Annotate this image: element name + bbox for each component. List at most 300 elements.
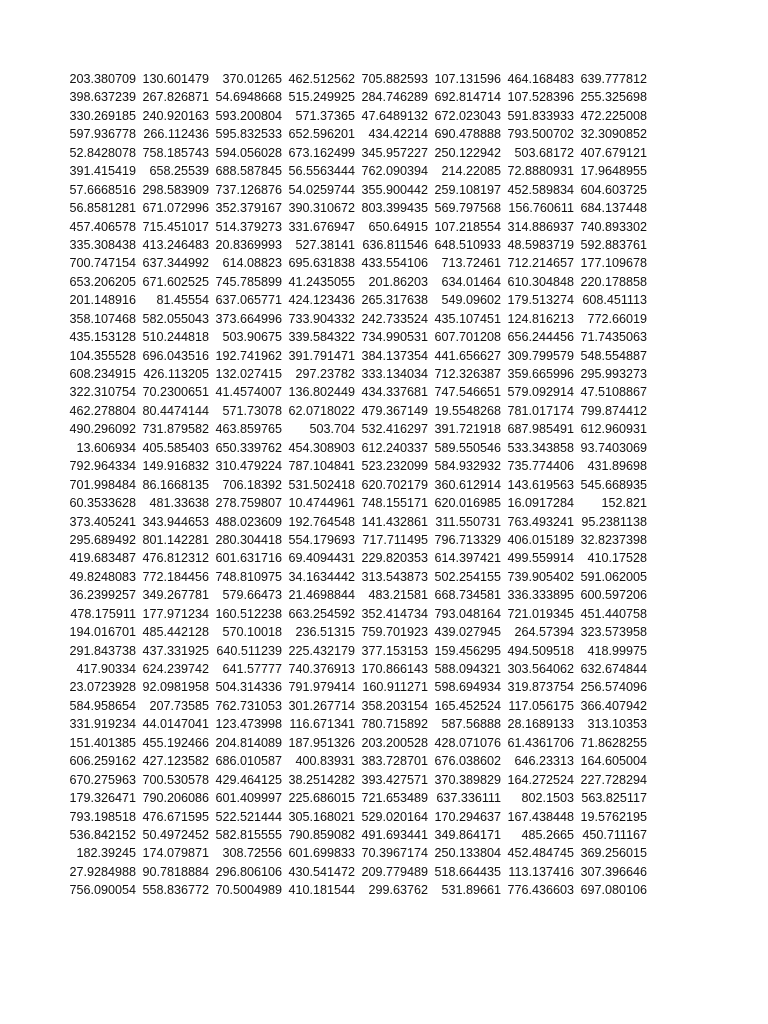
table-cell: 479.367149 [361, 403, 428, 418]
table-cell: 373.664996 [215, 311, 282, 326]
table-cell: 700.530578 [142, 772, 209, 787]
table-cell: 462.512562 [288, 72, 355, 86]
table-cell: 637.336111 [436, 791, 501, 806]
table-cell: 640.511239 [216, 643, 282, 658]
table-cell: 417.90334 [76, 662, 136, 676]
table-cell: 796.713329 [434, 532, 501, 547]
table-cell: 713.72461 [441, 256, 501, 271]
table-cell: 264.57394 [514, 625, 574, 640]
grid-body [63, 70, 647, 900]
table-cell: 579.66473 [222, 588, 282, 603]
table-cell: 336.333895 [507, 588, 574, 603]
table-cell: 192.764548 [288, 514, 355, 529]
table-cell: 672.023043 [434, 108, 501, 123]
table-cell: 706.18392 [222, 477, 282, 492]
table-cell: 463.859765 [215, 422, 282, 437]
table-cell: 696.043516 [142, 348, 209, 363]
table-cell: 781.017174 [507, 403, 574, 418]
table-cell: 584.932932 [434, 459, 501, 474]
table-cell: 593.200804 [215, 108, 282, 123]
table-cell: 227.728294 [580, 772, 647, 787]
table-cell: 358.107468 [69, 311, 136, 326]
table-row [63, 310, 647, 328]
table-cell: 159.456295 [434, 643, 501, 658]
table-cell: 601.409997 [215, 791, 282, 806]
table-cell: 592.883761 [580, 237, 647, 252]
table-cell: 594.056028 [215, 145, 282, 160]
table-cell: 240.920163 [142, 108, 209, 123]
table-cell: 359.665996 [507, 367, 574, 381]
table-cell: 47.6489132 [361, 108, 428, 123]
table-cell: 41.4574007 [215, 385, 282, 400]
table-cell: 515.249925 [288, 90, 355, 105]
table-cell: 614.08823 [222, 256, 282, 271]
table-cell: 793.500702 [507, 127, 574, 142]
table-cell: 790.206086 [142, 791, 209, 806]
table-cell: 308.72556 [222, 846, 282, 861]
table-cell: 400.83931 [295, 754, 355, 769]
table-cell: 705.882593 [361, 72, 428, 86]
table-cell: 60.3533628 [69, 496, 136, 511]
table-cell: 656.244456 [507, 330, 574, 345]
table-row [63, 660, 647, 678]
table-cell: 637.065771 [215, 293, 282, 308]
table-cell: 772.66019 [587, 311, 647, 326]
table-cell: 790.859082 [288, 827, 355, 842]
table-cell: 310.479224 [215, 459, 282, 474]
table-cell: 360.612914 [434, 477, 501, 492]
table-cell: 160.512238 [215, 606, 282, 621]
table-cell: 201.86203 [368, 274, 428, 289]
table-row [63, 273, 647, 291]
table-cell: 485.2665 [521, 827, 574, 842]
table-cell: 434.42214 [368, 127, 428, 142]
table-cell: 792.964334 [69, 459, 136, 474]
table-cell: 330.269185 [69, 108, 136, 123]
table-cell: 86.1668135 [142, 477, 209, 492]
table-cell: 608.234915 [69, 367, 136, 381]
table-cell: 787.104841 [288, 459, 355, 474]
table-row [63, 439, 647, 457]
table-cell: 391.791471 [288, 348, 355, 363]
table-cell: 527.38141 [295, 237, 355, 252]
table-row [63, 402, 647, 420]
table-cell: 637.344992 [142, 256, 209, 271]
table-cell: 331.676947 [288, 219, 355, 234]
table-cell: 488.023609 [215, 514, 282, 529]
table-cell: 499.559914 [507, 551, 574, 566]
table-cell: 391.415419 [69, 164, 136, 179]
table-cell: 95.2381138 [581, 514, 647, 529]
table-cell: 427.123582 [142, 754, 209, 769]
table-cell: 203.200528 [361, 735, 428, 750]
table-cell: 799.874412 [580, 403, 647, 418]
table-cell: 554.179693 [288, 532, 355, 547]
table-cell: 688.587845 [215, 164, 282, 179]
table-cell: 152.821 [601, 496, 647, 511]
table-cell: 156.760611 [508, 201, 574, 216]
table-cell: 225.686015 [288, 791, 355, 806]
table-cell: 563.825117 [581, 791, 647, 806]
table-cell: 803.399435 [361, 201, 428, 216]
table-cell: 701.998484 [69, 477, 136, 492]
table-cell: 502.254155 [434, 569, 501, 584]
table-cell: 10.4744961 [288, 496, 355, 511]
table-cell: 383.728701 [361, 754, 428, 769]
table-cell: 291.843738 [69, 643, 136, 658]
table-cell: 545.668935 [580, 477, 647, 492]
table-cell: 529.020164 [361, 809, 428, 824]
table-row [63, 420, 647, 438]
table-cell: 597.936778 [69, 127, 136, 142]
table-cell: 113.137416 [508, 864, 574, 879]
table-cell: 636.811546 [362, 237, 428, 252]
table-cell: 349.267781 [142, 588, 209, 603]
table-cell: 549.09602 [441, 293, 501, 308]
table-cell: 136.802449 [288, 385, 355, 400]
table-cell: 639.777812 [580, 72, 647, 86]
table-cell: 620.016985 [434, 496, 501, 511]
table-cell: 20.8369993 [215, 237, 282, 252]
table-cell: 19.5762195 [580, 809, 647, 824]
table-cell: 601.631716 [215, 551, 282, 566]
table-cell: 201.148916 [69, 293, 136, 308]
table-cell: 491.693441 [361, 827, 428, 842]
table-cell: 250.122942 [434, 145, 501, 160]
table-cell: 476.812312 [142, 551, 209, 566]
table-row [63, 236, 647, 254]
table-cell: 47.5108867 [580, 385, 647, 400]
table-cell: 250.133804 [434, 846, 501, 861]
table-cell: 297.23782 [295, 367, 355, 381]
table-cell: 641.57777 [222, 662, 282, 676]
table-cell: 62.0718022 [288, 403, 355, 418]
table-cell: 149.916832 [142, 459, 209, 474]
table-cell: 203.380709 [69, 72, 136, 86]
table-row [63, 697, 647, 715]
table-row [63, 254, 647, 272]
table-cell: 28.1689133 [507, 717, 574, 732]
table-cell: 167.438448 [507, 809, 574, 824]
table-cell: 607.701208 [434, 330, 501, 345]
table-cell: 209.779489 [361, 864, 428, 879]
table-cell: 177.971234 [142, 606, 209, 621]
table-cell: 612.240337 [361, 440, 428, 455]
table-cell: 692.814714 [434, 90, 501, 105]
table-cell: 369.256015 [580, 846, 647, 861]
table-cell: 740.376913 [288, 662, 355, 676]
table-cell: 407.679121 [580, 145, 647, 160]
table-row [63, 457, 647, 475]
table-cell: 393.427571 [361, 772, 428, 787]
table-cell: 439.027945 [434, 625, 501, 640]
table-cell: 391.721918 [434, 422, 501, 437]
table-cell: 390.310672 [288, 201, 355, 216]
table-row [63, 494, 647, 512]
table-cell: 50.4972452 [142, 827, 209, 842]
table-cell: 653.206205 [69, 274, 136, 289]
table-cell: 164.605004 [580, 754, 647, 769]
table-cell: 192.741962 [215, 348, 282, 363]
table-row [63, 328, 647, 346]
table-cell: 748.155171 [361, 496, 428, 511]
table-cell: 160.911271 [362, 680, 428, 695]
table-cell: 591.833933 [507, 108, 574, 123]
table-cell: 398.637239 [69, 90, 136, 105]
table-cell: 673.162499 [288, 145, 355, 160]
table-cell: 780.715892 [361, 717, 428, 732]
table-cell: 151.401385 [69, 735, 136, 750]
table-cell: 309.799579 [507, 348, 574, 363]
table-cell: 278.759807 [215, 496, 282, 511]
table-cell: 737.126876 [215, 182, 282, 197]
table-cell: 523.232099 [361, 459, 428, 474]
table-row [63, 734, 647, 752]
table-cell: 56.5563444 [288, 164, 355, 179]
table-cell: 410.17528 [587, 551, 647, 566]
table-cell: 601.699833 [288, 846, 355, 861]
table-cell: 700.747154 [69, 256, 136, 271]
table-cell: 426.113205 [143, 367, 209, 381]
table-cell: 107.131596 [434, 72, 501, 86]
table-cell: 690.478888 [434, 127, 501, 142]
table-cell: 370.01265 [222, 72, 282, 86]
table-cell: 352.414734 [361, 606, 428, 621]
table-cell: 632.674844 [580, 662, 647, 676]
table-cell: 27.9284988 [69, 864, 136, 879]
table-row [63, 844, 647, 862]
table-cell: 56.8581281 [69, 201, 136, 216]
table-cell: 731.879582 [142, 422, 209, 437]
table-cell: 21.4698844 [288, 588, 355, 603]
table-cell: 646.23313 [514, 754, 574, 769]
table-cell: 658.25539 [149, 164, 209, 179]
table-cell: 624.239742 [142, 662, 209, 676]
table-cell: 323.573958 [580, 625, 647, 640]
table-cell: 322.310754 [69, 385, 136, 400]
table-cell: 267.826871 [142, 90, 209, 105]
table-cell: 41.2435055 [288, 274, 355, 289]
table-cell: 23.0723928 [69, 680, 136, 695]
table-cell: 634.01464 [441, 274, 501, 289]
table-cell: 265.317638 [361, 293, 428, 308]
table-row [63, 586, 647, 604]
table-cell: 579.092914 [507, 385, 574, 400]
table-cell: 70.5004989 [215, 883, 282, 898]
table-cell: 571.37365 [295, 108, 355, 123]
table-cell: 652.596201 [288, 127, 355, 142]
table-cell: 229.820353 [361, 551, 428, 566]
table-cell: 177.109678 [580, 256, 647, 271]
table-cell: 582.815555 [215, 827, 282, 842]
table-cell: 57.6668516 [69, 182, 136, 197]
table-row [63, 125, 647, 143]
table-cell: 452.589834 [507, 182, 574, 197]
table-cell: 107.218554 [434, 219, 501, 234]
table-cell: 44.0147041 [142, 717, 209, 732]
table-cell: 758.185743 [142, 145, 209, 160]
table-cell: 740.893302 [580, 219, 647, 234]
table-cell: 352.379167 [215, 201, 282, 216]
table-cell: 36.2399257 [69, 588, 136, 603]
table-cell: 608.451113 [582, 293, 647, 308]
table-row [63, 218, 647, 236]
table-cell: 587.56888 [441, 717, 501, 732]
table-cell: 481.33638 [149, 496, 209, 511]
table-cell: 715.451017 [142, 219, 209, 234]
table-row [63, 476, 647, 494]
table-cell: 311.550731 [435, 514, 501, 529]
table-cell: 451.440758 [580, 606, 647, 621]
table-row [63, 107, 647, 125]
table-row [63, 826, 647, 844]
table-cell: 503.68172 [514, 145, 574, 160]
table-cell: 676.038602 [434, 754, 501, 769]
table-cell: 335.308438 [69, 237, 136, 252]
table-cell: 452.484745 [507, 846, 574, 861]
table-cell: 242.733524 [361, 311, 428, 326]
table-cell: 358.203154 [361, 698, 428, 713]
table-row [63, 568, 647, 586]
table-row [63, 678, 647, 696]
table-cell: 355.900442 [361, 182, 428, 197]
table-cell: 19.5548268 [434, 403, 501, 418]
table-row [63, 789, 647, 807]
table-cell: 518.664435 [434, 864, 501, 879]
table-cell: 307.396646 [580, 864, 647, 879]
table-cell: 345.957227 [361, 145, 428, 160]
table-cell: 648.510933 [434, 237, 501, 252]
table-cell: 165.452524 [434, 698, 501, 713]
table-cell: 431.89698 [587, 459, 647, 474]
table-cell: 802.1503 [521, 791, 574, 806]
table-cell: 214.22085 [441, 164, 501, 179]
table-cell: 733.904332 [288, 311, 355, 326]
table-cell: 483.21581 [368, 588, 428, 603]
table-cell: 671.602525 [142, 274, 209, 289]
table-row [63, 181, 647, 199]
table-cell: 569.797568 [434, 201, 501, 216]
table-cell: 236.51315 [295, 625, 355, 640]
table-cell: 503.704 [309, 422, 355, 437]
table-cell: 670.275963 [69, 772, 136, 787]
table-cell: 70.2300651 [142, 385, 209, 400]
table-cell: 48.5983719 [507, 237, 574, 252]
table-cell: 32.8237398 [580, 532, 647, 547]
table-cell: 522.521444 [215, 809, 282, 824]
table-cell: 410.181544 [288, 883, 355, 898]
table-row [63, 88, 647, 106]
table-cell: 170.294637 [434, 809, 501, 824]
table-cell: 428.071076 [434, 735, 501, 750]
table-cell: 457.406578 [69, 219, 136, 234]
table-cell: 164.272524 [507, 772, 574, 787]
table-cell: 255.325698 [580, 90, 647, 105]
table-cell: 377.153153 [361, 643, 428, 658]
table-cell: 280.304418 [215, 532, 282, 547]
table-cell: 582.055043 [142, 311, 209, 326]
number-grid [63, 70, 647, 900]
table-cell: 503.90675 [222, 330, 282, 345]
table-cell: 413.246483 [142, 237, 209, 252]
table-cell: 734.990531 [361, 330, 428, 345]
table-cell: 339.584322 [288, 330, 355, 345]
table-cell: 455.192466 [142, 735, 209, 750]
table-row [63, 752, 647, 770]
table-cell: 472.225008 [580, 108, 647, 123]
table-cell: 570.10018 [222, 625, 282, 640]
table-cell: 712.326387 [434, 367, 501, 381]
table-cell: 132.027415 [215, 367, 282, 381]
table-cell: 686.010587 [215, 754, 282, 769]
table-cell: 687.985491 [507, 422, 574, 437]
table-cell: 485.442128 [142, 625, 209, 640]
table-cell: 712.214657 [507, 256, 574, 271]
table-cell: 296.806106 [215, 864, 282, 879]
table-row [63, 808, 647, 826]
table-cell: 92.0981958 [142, 680, 209, 695]
table-cell: 759.701923 [361, 625, 428, 640]
table-cell: 179.326471 [69, 791, 136, 806]
table-cell: 584.958654 [69, 698, 136, 713]
table-cell: 107.528396 [507, 90, 574, 105]
table-row [63, 863, 647, 881]
table-cell: 462.278804 [69, 403, 136, 418]
table-cell: 776.436603 [507, 883, 574, 898]
table-cell: 763.493241 [507, 514, 574, 529]
table-row [63, 347, 647, 365]
table-cell: 313.10353 [587, 717, 647, 732]
table-cell: 437.331925 [142, 643, 209, 658]
table-cell: 536.842152 [69, 827, 136, 842]
table-cell: 81.45554 [156, 293, 209, 308]
table-cell: 756.090054 [69, 883, 136, 898]
table-cell: 684.137448 [580, 201, 647, 216]
table-cell: 34.1634442 [288, 569, 355, 584]
table-cell: 612.960931 [580, 422, 647, 437]
table-cell: 384.137354 [361, 348, 428, 363]
table-cell: 72.8880931 [507, 164, 574, 179]
table-cell: 620.702179 [361, 477, 428, 492]
table-cell: 370.389829 [434, 772, 501, 787]
table-cell: 435.107451 [434, 311, 501, 326]
table-cell: 13.606934 [76, 440, 136, 455]
table-cell: 697.080106 [580, 883, 647, 898]
table-row [63, 383, 647, 401]
table-cell: 745.785899 [215, 274, 282, 289]
table-row [63, 513, 647, 531]
table-cell: 589.550546 [434, 440, 501, 455]
table-row [63, 549, 647, 567]
table-cell: 179.513274 [507, 293, 574, 308]
table-cell: 762.731053 [215, 698, 282, 713]
table-cell: 600.597206 [580, 588, 647, 603]
table-cell: 61.4361706 [507, 735, 574, 750]
table-cell: 259.108197 [434, 182, 501, 197]
table-cell: 793.048164 [434, 606, 501, 621]
table-cell: 478.175911 [70, 606, 136, 621]
table-cell: 464.168483 [507, 72, 574, 86]
table-cell: 490.296092 [69, 422, 136, 437]
table-cell: 695.631838 [288, 256, 355, 271]
table-cell: 772.184456 [142, 569, 209, 584]
table-cell: 548.554887 [580, 348, 647, 363]
table-row [63, 642, 647, 660]
table-cell: 435.153128 [69, 330, 136, 345]
table-cell: 650.64915 [368, 219, 428, 234]
table-cell: 141.432861 [361, 514, 428, 529]
table-cell: 69.4094431 [288, 551, 355, 566]
